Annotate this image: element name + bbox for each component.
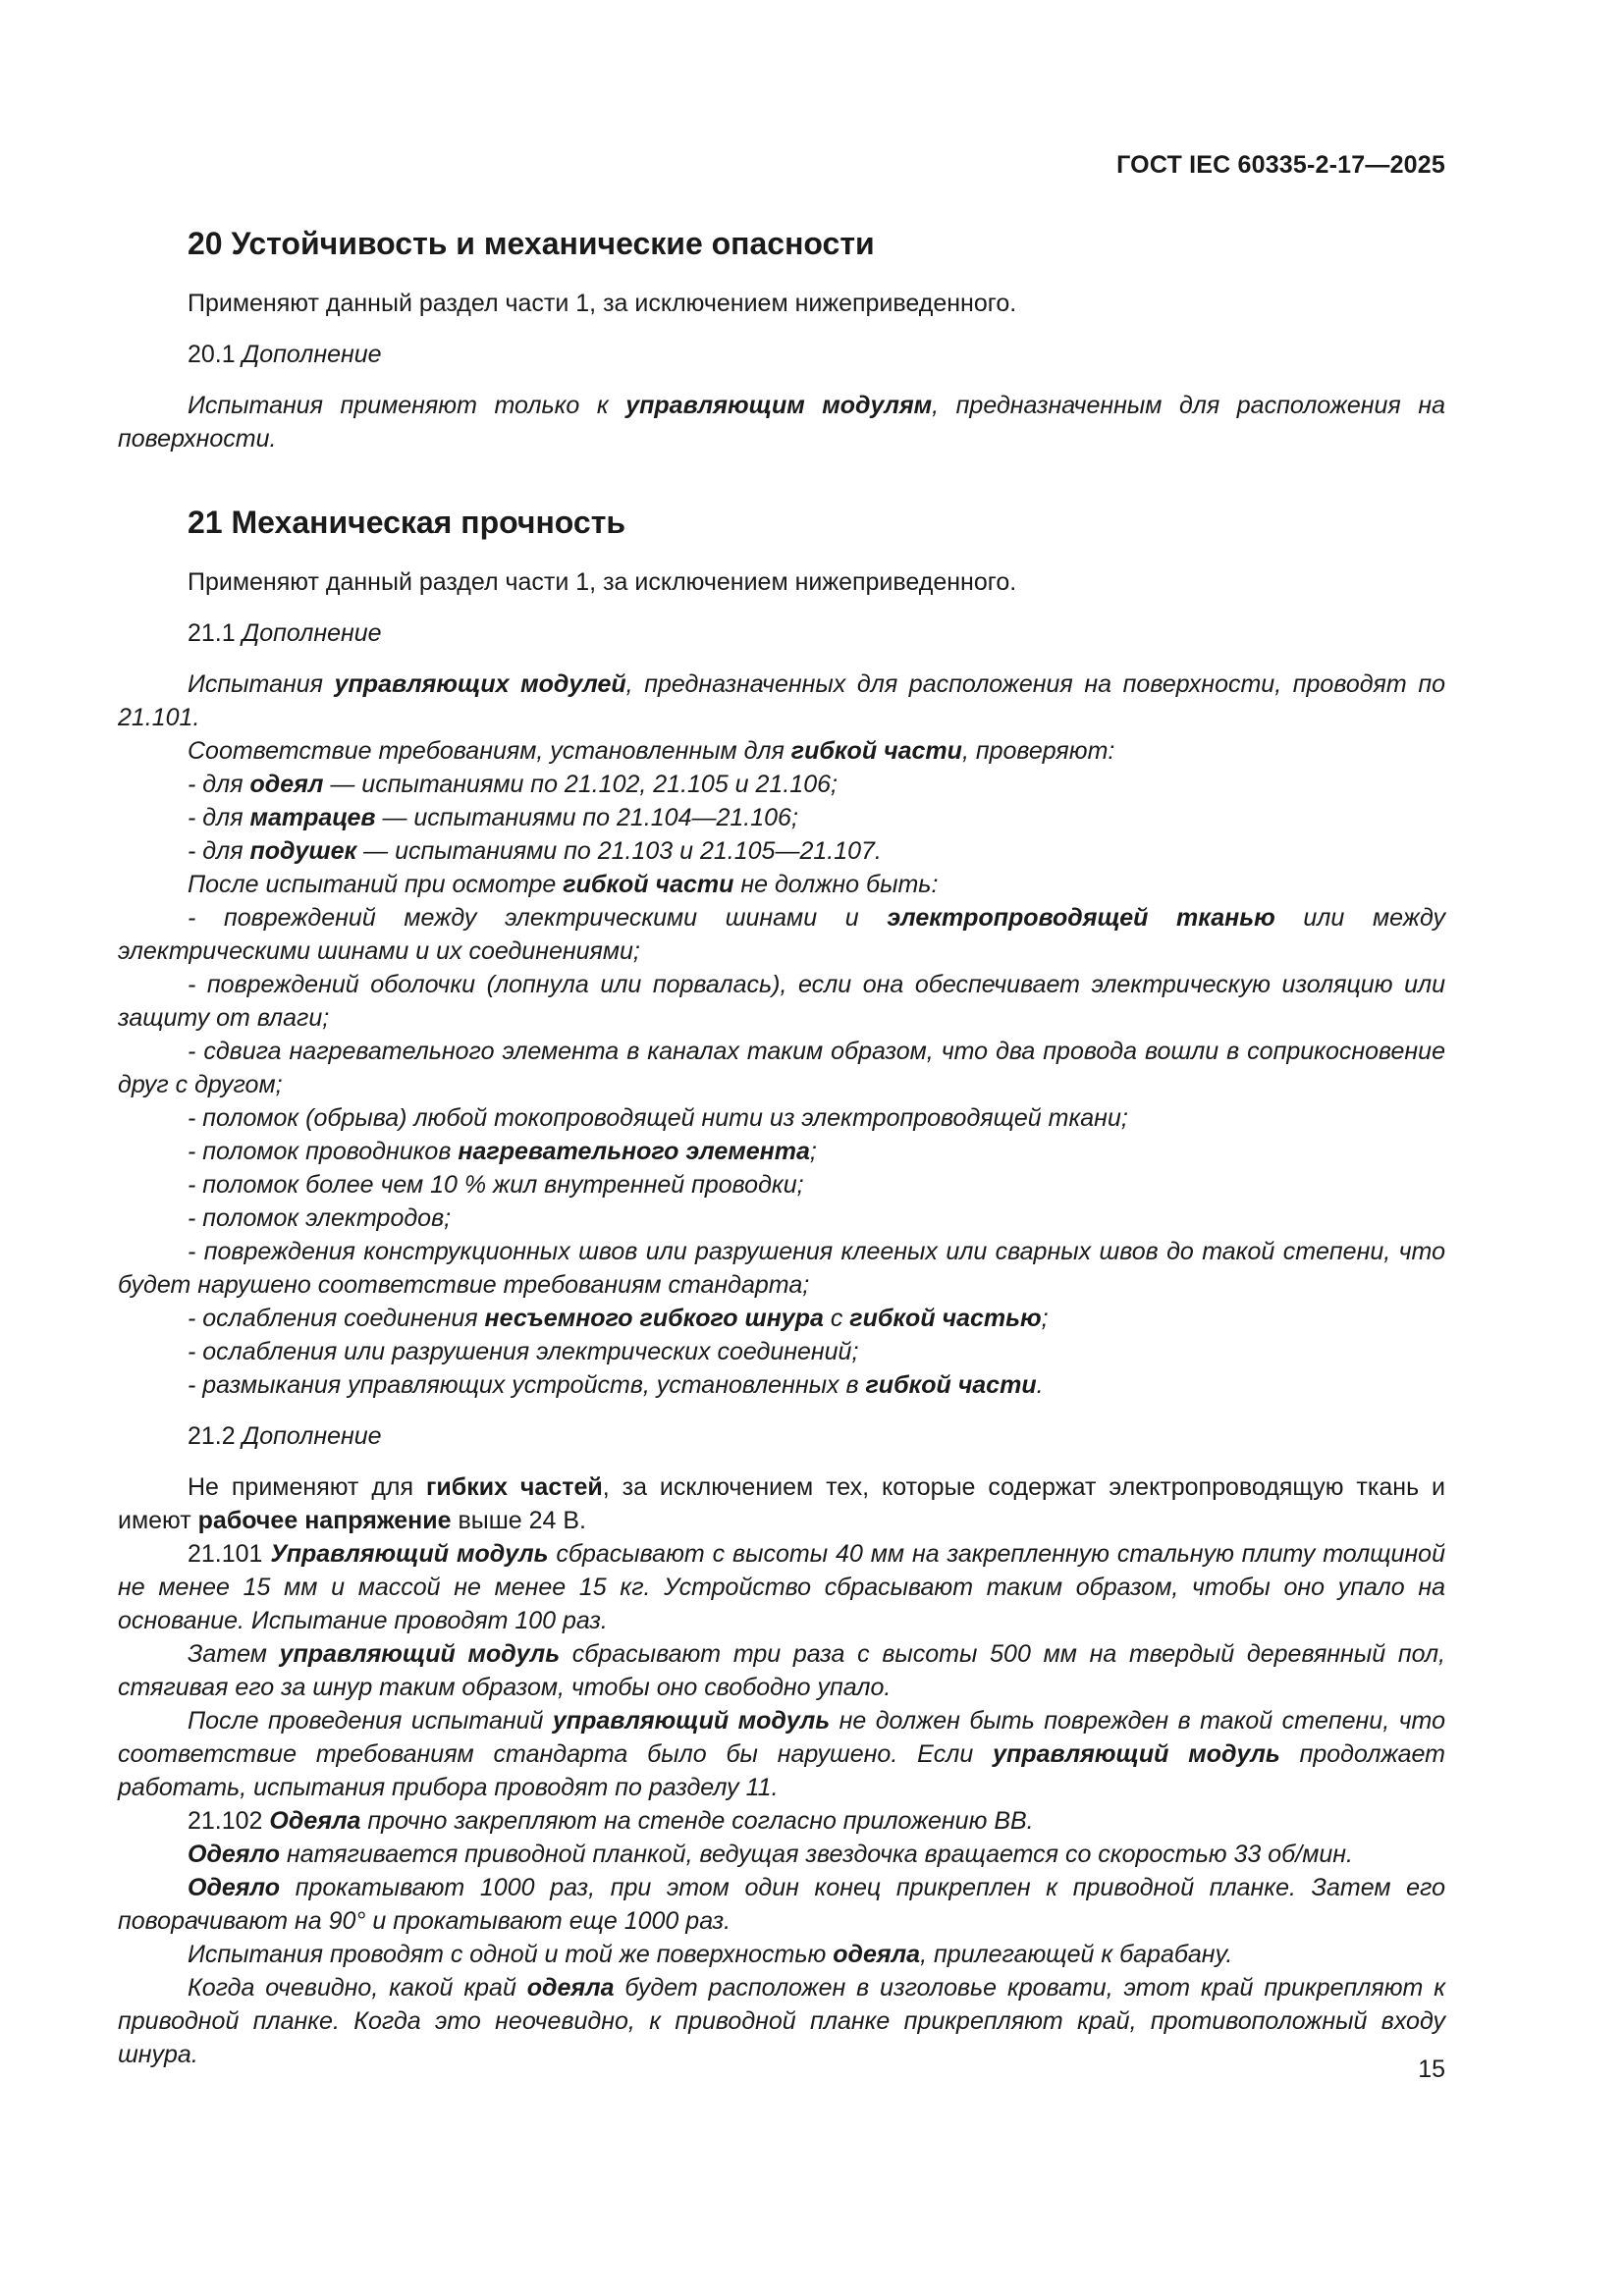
text-run: Дополнение bbox=[242, 1422, 382, 1450]
text-run: Соответствие требованиям, установленным для bbox=[188, 737, 791, 765]
text-run: - для bbox=[188, 837, 250, 865]
paragraph bbox=[118, 1804, 1445, 1838]
paragraph bbox=[118, 1235, 1445, 1302]
text-run: 20 Устойчивость и механические опасности bbox=[188, 226, 875, 261]
text-run: нагревательного элемента bbox=[458, 1138, 810, 1165]
text-run: гибких частей bbox=[425, 1473, 603, 1501]
text-run: выше 24 В. bbox=[451, 1507, 586, 1534]
text-run: управляющий модуль bbox=[279, 1640, 561, 1668]
text-run: - повреждений оболочки (лопнула или порвалась), если она обеспечивает электрическую изоляцию или защиту от влаги; bbox=[118, 971, 1445, 1032]
text-run: - сдвига нагревательного элемента в каналах таким образом, что два провода вошли в соприкосновение друг с другом; bbox=[118, 1038, 1445, 1098]
text-run: 20.1 bbox=[188, 341, 243, 368]
text-run: прочно закрепляют на стенде согласно приложению ВВ. bbox=[360, 1807, 1034, 1835]
paragraph bbox=[118, 338, 1445, 371]
text-run: - для bbox=[188, 771, 250, 798]
text-run: Одеяло bbox=[188, 1874, 281, 1901]
text-run: , прилегающей к барабану. bbox=[920, 1941, 1233, 1968]
text-run: Одеяло bbox=[188, 1841, 281, 1868]
text-run: гибкой части bbox=[865, 1371, 1037, 1399]
paragraph bbox=[118, 1035, 1445, 1101]
text-run: - повреждения конструкционных швов или разрушения клееных или сварных швов до такой степени, что будет нарушено соответствие требованиям стандарта; bbox=[118, 1238, 1445, 1299]
text-run: матрацев bbox=[249, 804, 376, 831]
paragraph bbox=[118, 1938, 1445, 1971]
paragraph bbox=[118, 1704, 1445, 1804]
paragraph bbox=[118, 1838, 1445, 1871]
paragraph bbox=[118, 901, 1445, 968]
text-run: — испытаниями по 21.102, 21.105 и 21.106; bbox=[323, 771, 838, 798]
paragraph bbox=[118, 868, 1445, 901]
text-run: одеял bbox=[249, 771, 324, 798]
paragraph bbox=[118, 1470, 1445, 1537]
paragraph bbox=[118, 1302, 1445, 1335]
text-run: Не применяют для bbox=[188, 1473, 426, 1501]
text-run: управляющим модулям bbox=[625, 392, 933, 419]
text-run: Испытания применяют только к bbox=[188, 392, 626, 419]
text-run: одеяла bbox=[833, 1941, 921, 1968]
text-run: Применяют данный раздел части 1, за исключением нижеприведенного. bbox=[188, 568, 1017, 596]
text-run: Управляющий модуль bbox=[270, 1540, 549, 1568]
text-run: сбрасывают три раза с высоты 500 мм на твердый деревянный пол, стягивая его за шнур таким образом, чтобы оно свободно упало. bbox=[118, 1640, 1445, 1701]
text-run: будет расположен в изголовье кровати, этот край прикрепляют к приводной планке. Когда это неочевидно, к приводной планке прикрепляют край, противоположный входу шнура. bbox=[118, 1974, 1446, 2068]
text-run: управляющий модуль bbox=[993, 1740, 1280, 1768]
paragraph bbox=[118, 389, 1445, 455]
paragraph bbox=[118, 768, 1445, 801]
text-run: или между электрическими шинами и их соединениями; bbox=[118, 904, 1445, 965]
text-run: После испытаний при осмотре bbox=[188, 871, 564, 898]
text-run: несъемного гибкого шнура bbox=[484, 1305, 824, 1332]
text-run: Дополнение bbox=[242, 341, 382, 368]
text-run: — испытаниями по 21.103 и 21.105—21.107. bbox=[356, 837, 882, 865]
text-run: - ослабления соединения bbox=[188, 1305, 485, 1332]
paragraph bbox=[118, 1871, 1445, 1938]
paragraph bbox=[118, 667, 1445, 734]
text-run: - поломок более чем 10 % жил внутренней проводки; bbox=[188, 1171, 804, 1199]
text-run: 21.102 bbox=[188, 1807, 270, 1835]
text-run: гибкой частью bbox=[849, 1305, 1042, 1332]
paragraph bbox=[118, 1335, 1445, 1368]
text-run: 21.101 bbox=[188, 1540, 271, 1568]
paragraph bbox=[118, 734, 1445, 768]
document-body bbox=[118, 222, 1445, 2071]
paragraph bbox=[118, 1537, 1445, 1637]
text-run: одеяла bbox=[526, 1974, 615, 2002]
text-run: не должен быть поврежден в такой степени, что соответствие требованиям стандарта было бы нарушено. Если bbox=[118, 1707, 1445, 1768]
text-run: , за исключением тех, которые содержат электропроводящую ткань и имеют bbox=[118, 1473, 1445, 1534]
paragraph bbox=[118, 801, 1445, 834]
text-run: подушек bbox=[249, 837, 357, 865]
text-run: 21 Механическая прочность bbox=[188, 505, 626, 540]
text-run: - ослабления или разрушения электрических соединений; bbox=[188, 1338, 859, 1365]
text-run: управляющий модуль bbox=[552, 1707, 831, 1735]
paragraph bbox=[118, 1101, 1445, 1135]
text-run: , предназначенным для расположения на поверхности. bbox=[118, 392, 1445, 453]
text-run: рабочее напряжение bbox=[197, 1507, 452, 1534]
text-run: ; bbox=[809, 1138, 817, 1165]
text-run: ; bbox=[1041, 1305, 1049, 1332]
text-run: Дополнение bbox=[242, 619, 382, 647]
text-run: - повреждений между электрическими шинами и bbox=[188, 904, 888, 932]
paragraph bbox=[118, 1368, 1445, 1402]
document-code-header: ГОСТ IEC 60335-2-17—2025 bbox=[1116, 151, 1445, 179]
text-run: сбрасывают с высоты 40 мм на закрепленную стальную плиту толщиной не менее 15 мм и массой не менее 15 кг. Устройство сбрасывают таким образом, чтобы оно упало на основание. Испытание проводят 100 раз. bbox=[118, 1540, 1445, 1634]
text-run: После проведения испытаний bbox=[188, 1707, 553, 1735]
paragraph bbox=[118, 1971, 1445, 2071]
text-run: Испытания bbox=[188, 670, 335, 698]
text-run: натягивается приводной планкой, ведущая звездочка вращается со скоростью 33 об/мин. bbox=[280, 1841, 1353, 1868]
text-run: - для bbox=[188, 804, 250, 831]
text-run: - размыкания управляющих устройств, установленных в bbox=[188, 1371, 866, 1399]
text-run: электропроводящей тканью bbox=[887, 904, 1275, 932]
paragraph bbox=[118, 1637, 1445, 1704]
text-run: Испытания проводят с одной и той же поверхностью bbox=[188, 1941, 834, 1968]
text-run: прокатывают 1000 раз, при этом один конец прикреплен к приводной планке. Затем его поворачивают на 90° и прокатывают еще 1000 раз. bbox=[118, 1874, 1445, 1935]
text-run: Одеяла bbox=[269, 1807, 361, 1835]
text-run: гибкой части bbox=[563, 871, 734, 898]
text-run: управляющих модулей bbox=[334, 670, 626, 698]
paragraph bbox=[118, 1419, 1445, 1453]
text-run: — испытаниями по 21.104—21.106; bbox=[375, 804, 798, 831]
text-run: Применяют данный раздел части 1, за исключением нижеприведенного. bbox=[188, 290, 1017, 317]
text-run: 21.1 bbox=[188, 619, 243, 647]
page-number: 15 bbox=[1418, 2056, 1445, 2083]
text-run: , проверяют: bbox=[961, 737, 1115, 765]
text-run: Затем bbox=[188, 1640, 280, 1668]
paragraph bbox=[118, 616, 1445, 650]
paragraph bbox=[118, 834, 1445, 868]
text-run: , предназначенных для расположения на поверхности, проводят по 21.101. bbox=[118, 670, 1445, 731]
text-run: - поломок проводников bbox=[188, 1138, 459, 1165]
paragraph bbox=[118, 1135, 1445, 1168]
paragraph bbox=[118, 287, 1445, 320]
paragraph bbox=[118, 1201, 1445, 1235]
text-run: не должно быть: bbox=[733, 871, 939, 898]
paragraph bbox=[118, 565, 1445, 599]
paragraph bbox=[118, 1168, 1445, 1201]
text-run: Когда очевидно, какой край bbox=[188, 1974, 527, 2002]
text-run: продолжает работать, испытания прибора проводят по разделу 11. bbox=[118, 1740, 1445, 1801]
text-run: гибкой части bbox=[790, 737, 962, 765]
text-run: - поломок электродов; bbox=[188, 1204, 452, 1232]
section-heading bbox=[188, 222, 1445, 265]
text-run: . bbox=[1036, 1371, 1044, 1399]
paragraph bbox=[118, 968, 1445, 1035]
section-heading bbox=[188, 501, 1445, 544]
text-run: 21.2 bbox=[188, 1422, 243, 1450]
text-run: с bbox=[823, 1305, 850, 1332]
text-run: - поломок (обрыва) любой токопроводящей нити из электропроводящей ткани; bbox=[188, 1104, 1128, 1132]
